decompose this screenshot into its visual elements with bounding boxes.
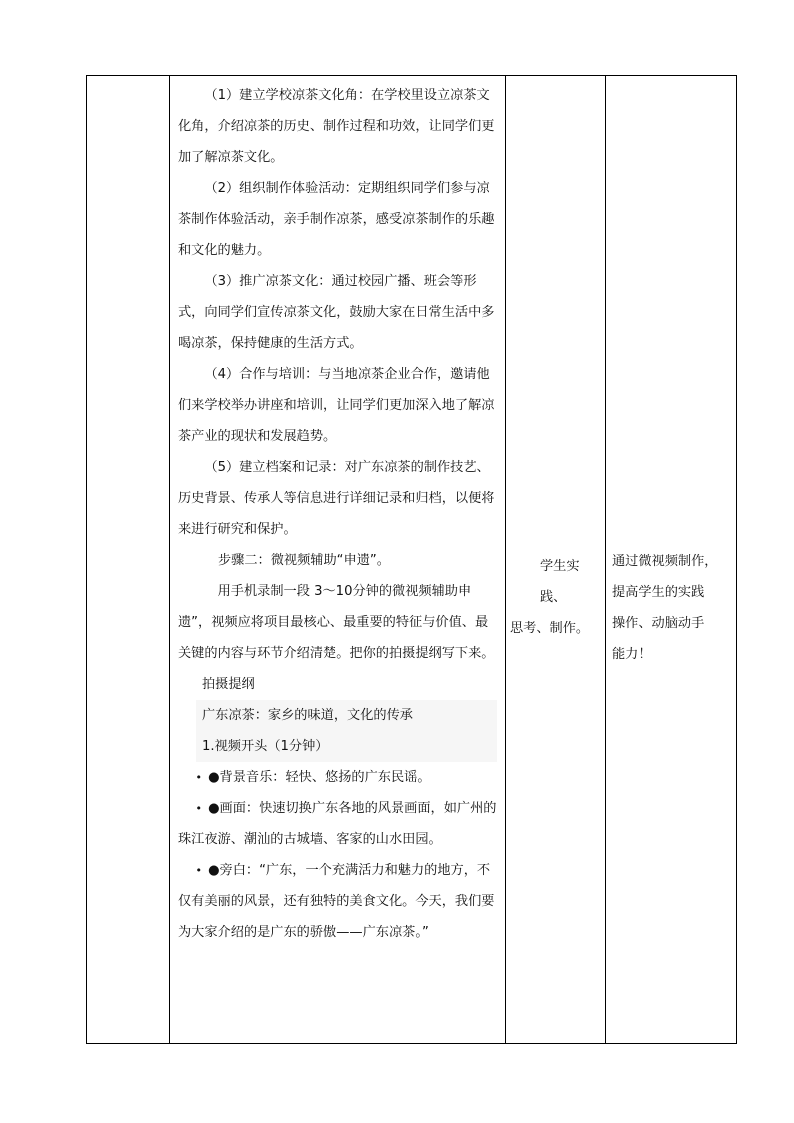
bullet-item: • ●画面：快速切换广东各地的风景画面，如广州的珠江夜游、潮汕的古城墙、客家的山水田园。 (178, 793, 497, 855)
teaching-content-cell (170, 76, 506, 1044)
measure-paragraph: （3）推广凉茶文化：通过校园广播、班会等形式，向同学们宣传凉茶文化，鼓励大家在日常生活中多喝凉茶，保持健康的生活方式。 (178, 274, 495, 351)
measure-paragraph: （5）建立档案和记录：对广东凉茶的制作技艺、历史背景、传承人等信息进行详细记录和归档，以便将来进行研究和保护。 (178, 460, 495, 537)
bullet-item: • ●背景音乐：轻快、悠扬的广东民谣。 (178, 762, 497, 793)
bullet-item: • ●旁白：“广东，一个充满活力和魅力的地方，不仅有美丽的风景，还有独特的美食文化。今天，我们要为大家介绍的是广东的骄傲——广东凉茶。” (178, 855, 497, 948)
student-activity-cell (506, 76, 606, 1044)
blank-column-cell (87, 76, 170, 1044)
bullet-icon: • (195, 802, 202, 815)
student-activity-line: 思考、制作。 (510, 621, 590, 636)
measure-paragraph: （4）合作与培训：与当地凉茶企业合作，邀请他们来学校举办讲座和培训，让同学们更加深入地了解凉茶产业的现状和发展趋势。 (178, 367, 495, 444)
outline-section: 1.视频开头（1分钟） (196, 731, 497, 762)
student-activity-line: 学生实践、 (540, 559, 580, 605)
measure-paragraph: （1）建立学校凉茶文化角：在学校里设立凉茶文化角，介绍凉茶的历史、制作过程和功效，让同学们更加了解凉茶文化。 (178, 88, 495, 165)
lesson-plan-table (86, 75, 737, 1044)
measure-paragraph: （2）组织制作体验活动：定期组织同学们参与凉茶制作体验活动，亲手制作凉茶，感受凉茶制作的乐趣和文化的魅力。 (178, 181, 495, 258)
design-intent-line: 通过微视频制作， (612, 554, 718, 569)
outline-label: 拍摄提纲 (202, 677, 255, 692)
design-intent-line: 操作、动脑动手 (612, 616, 705, 631)
design-intent-line: 提高学生的实践 (612, 585, 705, 600)
step-heading: 步骤二：微视频辅助“申遗”。 (218, 553, 390, 568)
bullet-icon: • (195, 771, 202, 784)
design-intent-line: 能力！ (612, 647, 652, 662)
design-intent-cell (606, 76, 737, 1044)
bullet-icon: • (195, 864, 202, 877)
outline-title: 广东凉茶：家乡的味道，文化的传承 (196, 700, 497, 731)
table-row (87, 76, 737, 1044)
step-body: 用手机录制一段 3～10分钟的微视频辅助申遗”，视频应将项目最核心、最重要的特征与价值、最关键的内容与环节介绍清楚。把你的拍摄提纲写下来。 (178, 584, 495, 661)
